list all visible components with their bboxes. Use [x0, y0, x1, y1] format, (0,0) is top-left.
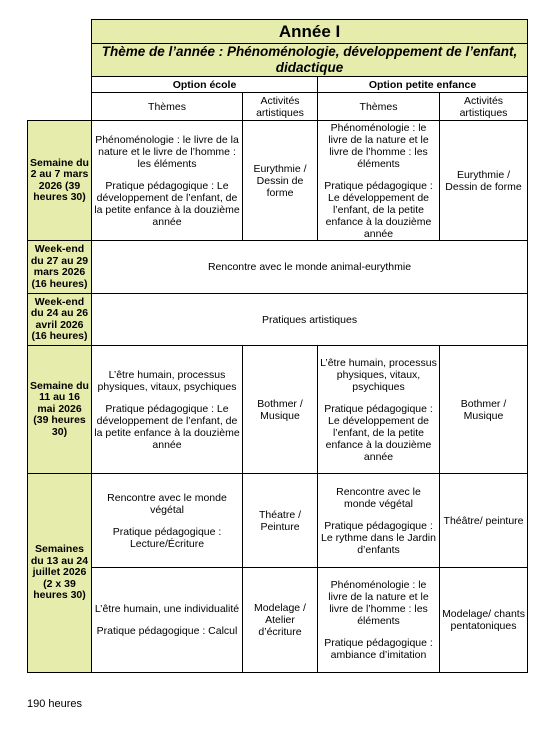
pe-themes-cell: Rencontre avec le monde végétal Pratique pédagogique : Le rythme dans le Jardin d’enfants	[318, 474, 440, 568]
theme-title: Thème de l’année : Phénoménologie, développement de l’enfant, didactique	[92, 44, 528, 77]
corner-blank	[28, 20, 92, 44]
ecole-activites-cell: Modelage / Atelier d’écriture	[243, 568, 318, 673]
ecole-activites-cell: Eurythmie / Dessin de forme	[243, 121, 318, 241]
period-label: Semaine du 11 au 16 mai 2026 (39 heures 30)	[28, 346, 92, 474]
period-label: Week-end du 24 au 26 avril 2026 (16 heures)	[28, 294, 92, 346]
schedule-table	[27, 19, 528, 673]
pe-themes-cell: Phénoménologie : le livre de la nature et le livre de l’homme : les éléments Pratique pédagogique : ambiance d’imitation	[318, 568, 440, 673]
ecole-activites-cell: Théatre / Peinture	[243, 474, 318, 568]
pe-themes-cell: Phénoménologie : le livre de la nature et le livre de l’homme : les éléments Pratique pédagogique : Le développement de l’enfant, de la petite enfance à la douzième année	[318, 121, 440, 241]
total-hours-note: 190 heures	[27, 698, 83, 710]
ecole-themes-cell: L’être humain, une individualité Pratique pédagogique : Calcul	[92, 568, 243, 673]
year-title: Année I	[92, 20, 528, 44]
pe-activites-cell: Eurythmie / Dessin de forme	[440, 121, 528, 241]
column-header-activites: Activités artistiques	[440, 93, 528, 121]
table-row	[28, 346, 528, 474]
column-header-activites: Activités artistiques	[243, 93, 318, 121]
pe-activites-cell: Théâtre/ peinture	[440, 474, 528, 568]
ecole-themes-cell: Phénoménologie : le livre de la nature et le livre de l’homme : les éléments Pratique pédagogique : Le développement de l’enfant, de la petite enfance à la douzième année	[92, 121, 243, 241]
table-row	[28, 294, 528, 346]
period-label: Semaines du 13 au 24 juillet 2026 (2 x 39 heures 30)	[28, 474, 92, 673]
option-petite-enfance-header: Option petite enfance	[318, 77, 528, 93]
period-label: Semaine du 2 au 7 mars 2026 (39 heures 30)	[28, 121, 92, 241]
ecole-activites-cell: Bothmer / Musique	[243, 346, 318, 474]
table-row	[28, 241, 528, 294]
span-activity-cell: Pratiques artistiques	[92, 294, 528, 346]
pe-themes-cell: L’être humain, processus physiques, vitaux, psychiques Pratique pédagogique : Le développement de l’enfant, de la petite enfance à la douzième année	[318, 346, 440, 474]
table-row	[28, 568, 528, 673]
pe-activites-cell: Bothmer / Musique	[440, 346, 528, 474]
ecole-themes-cell: Rencontre avec le monde végétal Pratique pédagogique : Lecture/Écriture	[92, 474, 243, 568]
period-label: Week-end du 27 au 29 mars 2026 (16 heures)	[28, 241, 92, 294]
table-row	[28, 474, 528, 568]
option-ecole-header: Option école	[92, 77, 318, 93]
table-row	[28, 121, 528, 241]
pe-activites-cell: Modelage/ chants pentatoniques	[440, 568, 528, 673]
column-header-themes: Thèmes	[92, 93, 243, 121]
ecole-themes-cell: L’être humain, processus physiques, vitaux, psychiques Pratique pédagogique : Le développement de l’enfant, de la petite enfance à la douzième année	[92, 346, 243, 474]
span-activity-cell: Rencontre avec le monde animal-eurythmie	[92, 241, 528, 294]
column-header-themes: Thèmes	[318, 93, 440, 121]
